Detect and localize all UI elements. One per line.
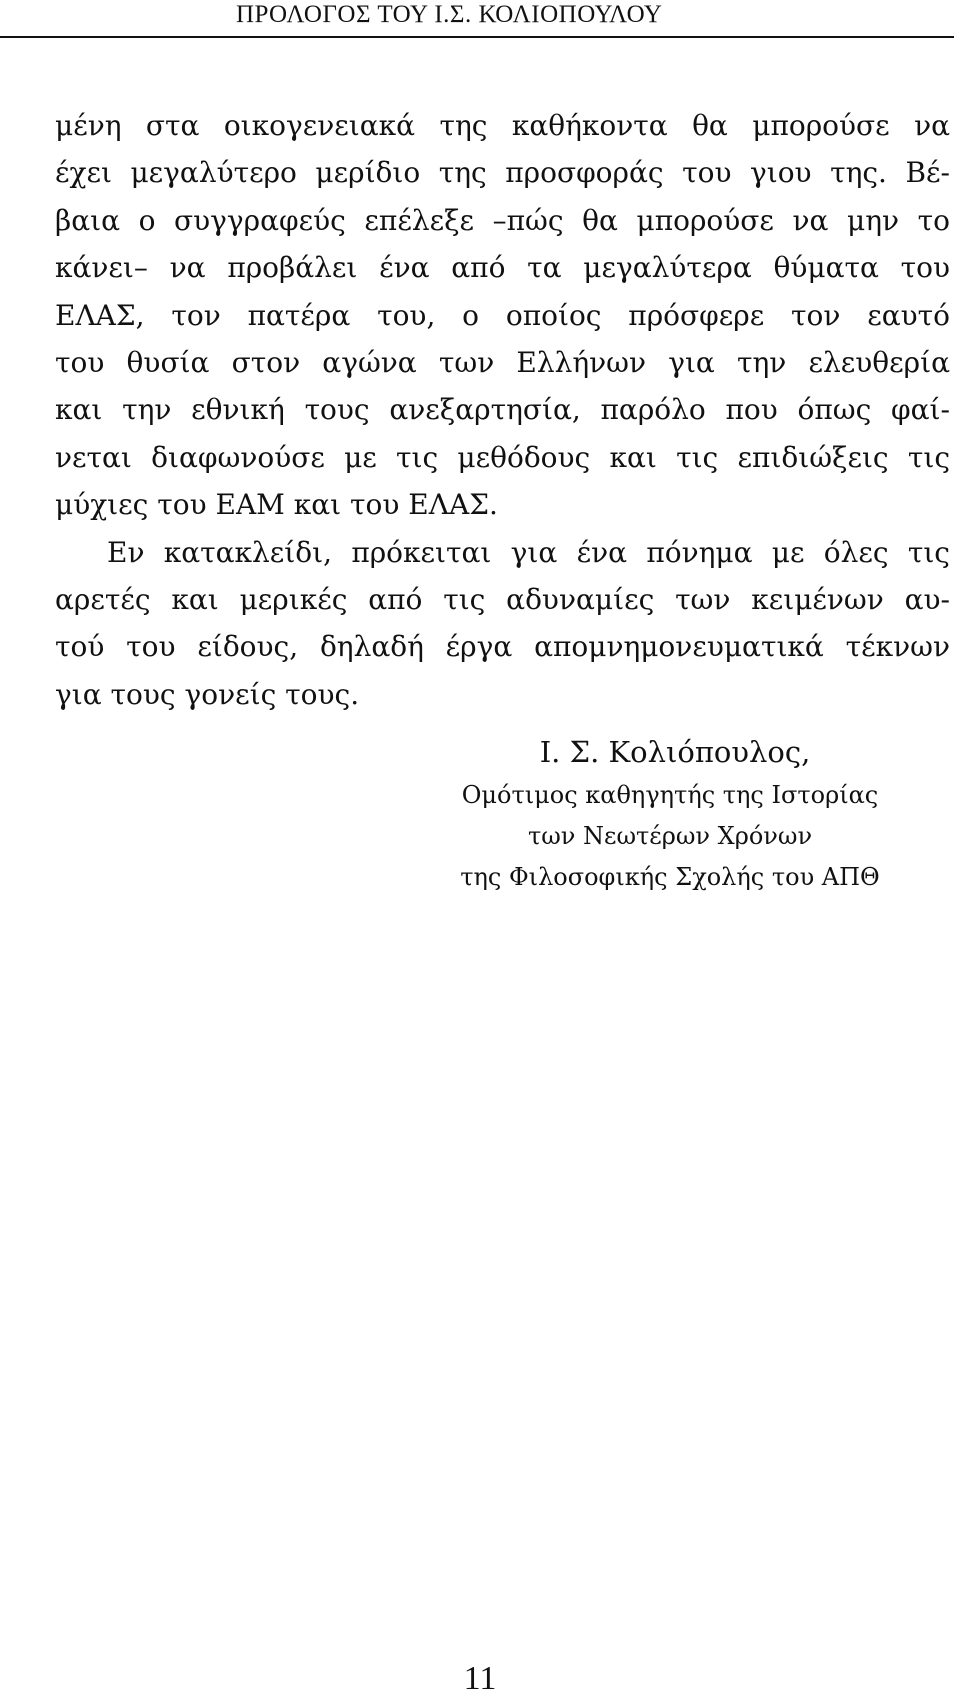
- running-head-title: ΠΡΟΛΟΓΟΣ ΤΟΥ Ι.Σ. ΚΟΛΙΟΠΟΥΛΟΥ: [236, 1, 663, 28]
- text-line: και την εθνική τους ανεξαρτησία, παρόλο που όπως φαί-: [55, 393, 950, 427]
- text-line: βαια ο συγγραφεύς επέλεξε –πώς θα μπορούσε να μην το: [55, 203, 950, 237]
- text-line: τού του είδους, δηλαδή έργα απομνημονευματικά τέκνων: [55, 630, 950, 664]
- text-line: κάνει– να προβάλει ένα από τα μεγαλύτερα θύματα του: [55, 251, 950, 285]
- page-number: 11: [463, 1660, 497, 1697]
- text-line: ΕΛΑΣ, τον πατέρα του, ο οποίος πρόσφερε τον εαυτό: [55, 298, 950, 332]
- text-line: του θυσία στον αγώνα των Ελλήνων για την ελευθερία: [55, 345, 950, 379]
- author-title-line: των Νεωτέρων Χρόνων: [527, 822, 813, 850]
- author-name: Ι. Σ. Κολιόπουλος,: [539, 735, 811, 769]
- text-line: μένη στα οικογενειακά της καθήκοντα θα μπορούσε να: [55, 109, 950, 142]
- text-line: Εν κατακλείδι, πρόκειται για ένα πόνημα με όλες τις: [107, 535, 950, 569]
- text-line: αρετές και μερικές από τις αδυναμίες των κειμένων αυ-: [55, 582, 950, 616]
- text-line: μύχιες του ΕΑΜ και του ΕΛΑΣ.: [55, 488, 498, 522]
- running-header: [0, 0, 954, 38]
- author-title-line: της Φιλοσοφικής Σχολής του ΑΠΘ: [460, 863, 880, 891]
- signature-block: [400, 729, 940, 898]
- text-line: νεται διαφωνούσε με τις μεθόδους και τις επιδιώξεις τις: [55, 440, 950, 474]
- text-line: έχει μεγαλύτερο μερίδιο της προσφοράς του γιου της. Βέ-: [55, 156, 950, 190]
- text-line: για τους γονείς τους.: [55, 677, 360, 711]
- body-text: [55, 102, 950, 718]
- author-title-line: Ομότιμος καθηγητής της Ιστορίας: [461, 781, 879, 809]
